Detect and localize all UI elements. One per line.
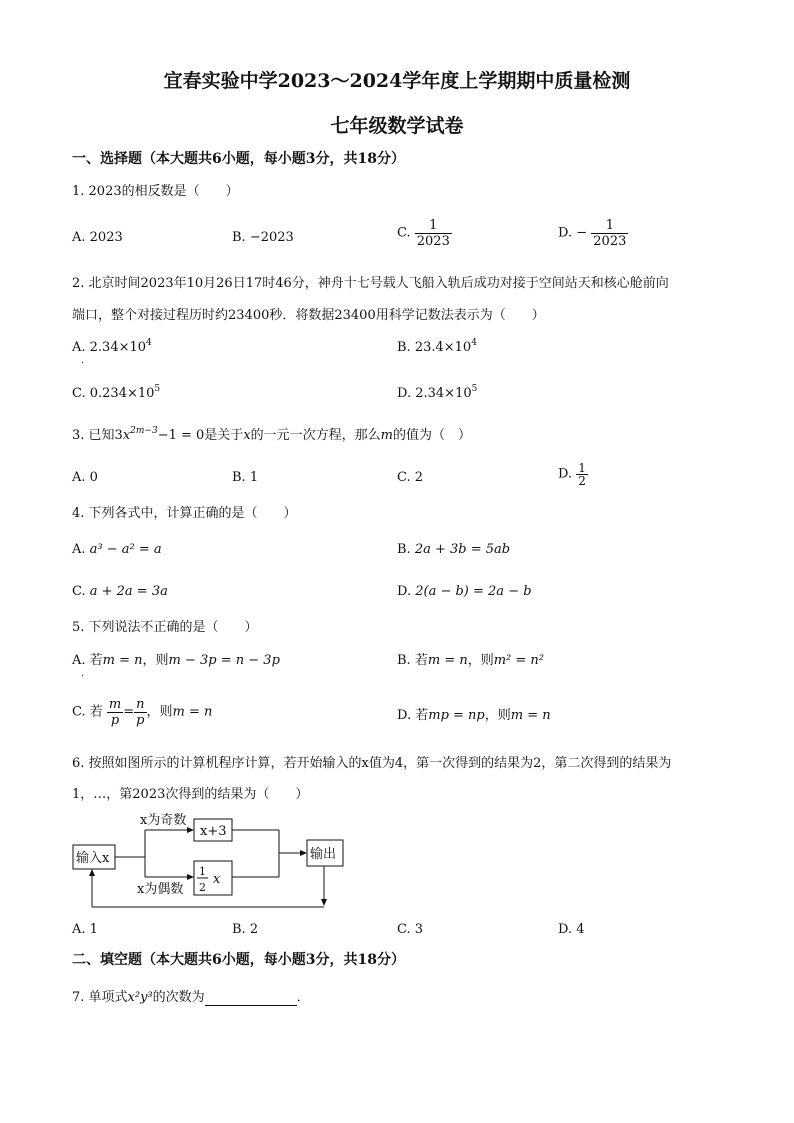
math-expr: mp = np (428, 708, 485, 723)
sci-base: 2.34×10 (89, 340, 147, 355)
stem-text: 3. 已知 (72, 428, 115, 443)
question-6-stem-line1: 6. 按照如图所示的计算机程序计算，若开始输入的x值为4，第一次得到的结果为2，第二次得到的结果为 (72, 756, 672, 771)
arrowhead (300, 850, 307, 856)
q6-option-b: B. 2 (232, 922, 259, 937)
option-value: −2023 (249, 230, 294, 245)
math-eq: = (123, 704, 135, 720)
q3-option-c: C. 2 (397, 470, 424, 485)
sci-exponent: 4 (471, 337, 477, 348)
flow-half-num: 1 (199, 865, 206, 878)
arrowhead (187, 827, 194, 833)
math-eq: −1 = 0 (157, 428, 205, 443)
sci-exponent: 4 (146, 337, 152, 348)
math-expr: m − 3p = n − 3p (168, 653, 280, 668)
question-6-stem-line2: 1，…，第2023次得到的结果为（ ） (72, 787, 309, 802)
flow-half-den: 2 (199, 881, 206, 894)
q6-option-a: A. 1 (72, 922, 98, 937)
section-heading-fill: 二、填空题（本大题共6小题，每小题3分，共18分） (72, 952, 405, 968)
option-label: A. (72, 653, 90, 668)
option-label: A. (72, 230, 90, 245)
question-7-stem (72, 990, 310, 1006)
fraction-denominator: p (110, 713, 120, 728)
stem-text: 的一元一次方程，那么 (250, 428, 381, 443)
question-4-stem: 4. 下列各式中，计算正确的是（ ） (72, 506, 297, 521)
sci-base: 0.234×10 (89, 386, 155, 401)
fraction-numerator: 1 (415, 218, 452, 234)
question-5-stem: 5. 下列说法不正确的是（ ） (72, 620, 258, 635)
option-value: 2023 (89, 230, 123, 245)
section-heading-choice: 一、选择题（本大题共6小题，每小题3分，共18分） (72, 151, 405, 167)
minus-sign: − (576, 225, 588, 241)
option-dot-mark: . (81, 355, 85, 366)
math-expr: x²y³ (127, 990, 153, 1005)
question-2-stem-line2: 端口，整个对接过程历时约23400秒．将数据23400用科学记数法表示为（ ） (72, 308, 545, 323)
sci-exponent: 5 (471, 383, 478, 394)
math-expr: m = n (427, 653, 468, 668)
stem-text: 若 (415, 708, 429, 723)
stem-text: ，则 (142, 653, 169, 668)
sci-base: 23.4×10 (414, 340, 472, 355)
question-1-stem: 1. 2023的相反数是（ ） (72, 184, 239, 199)
math-var: m (380, 428, 393, 443)
arrowhead (89, 869, 95, 876)
option-label: C. (72, 704, 90, 720)
stem-text: 若 (89, 653, 103, 668)
math-var: x (122, 428, 131, 443)
math-expr: m = n (510, 708, 551, 723)
flow-odd-label: x为奇数 (140, 813, 187, 828)
stem-text: 是关于 (204, 428, 244, 443)
option-label: B. (397, 542, 415, 557)
option-label: B. (232, 230, 250, 245)
flow-plus3-label: x+3 (200, 824, 227, 839)
option-label: D. (558, 225, 577, 241)
math-coef: 3 (114, 428, 123, 443)
sci-exponent: 5 (154, 383, 161, 394)
q6-option-c: C. 3 (397, 922, 424, 937)
flow-input-label: 输入x (76, 851, 110, 866)
flow-even-label: x为偶数 (137, 882, 184, 897)
option-label: D. (397, 708, 416, 723)
answer-blank[interactable] (205, 992, 297, 1006)
exam-subtitle: 七年级数学试卷 (330, 115, 464, 137)
stem-text: ． (296, 990, 310, 1005)
flow-output-label: 输出 (310, 847, 337, 862)
fraction-denominator: 2023 (593, 234, 627, 249)
q6-option-d: D. 4 (558, 922, 585, 937)
option-label: A. (72, 340, 90, 355)
option-label: C. (72, 386, 90, 401)
option-label: D. (397, 386, 416, 401)
fraction-numerator: 1 (578, 461, 586, 475)
arrowhead (321, 899, 327, 906)
q3-option-a: A. 0 (72, 470, 98, 485)
fraction-denominator: 2023 (416, 234, 450, 249)
stem-text: 7. 单项式 (72, 990, 128, 1005)
fraction-numerator: 1 (591, 218, 628, 234)
option-label: C. (72, 584, 90, 599)
math-var: x (243, 428, 251, 443)
stem-text: 若 (89, 704, 103, 720)
sci-base: 2.34×10 (415, 386, 472, 401)
math-expr: m = n (172, 704, 213, 720)
stem-text: ，则 (484, 708, 511, 723)
question-2-stem-line1: 2. 北京时间2023年10月26日17时46分，神舟十七号载人飞船入轨后成功对接于空间站天和核心舱前向 (72, 276, 669, 291)
math-expr: 2a + 3b = 5ab (414, 542, 511, 557)
option-label: D. (558, 466, 577, 482)
math-expr: a³ − a² = a (89, 542, 162, 557)
option-label: B. (397, 653, 415, 668)
fraction-numerator: n (136, 697, 145, 712)
option-label: B. (397, 340, 415, 355)
stem-text: 若 (414, 653, 428, 668)
math-expr: m² = n² (493, 653, 544, 668)
stem-text: 的次数为 (152, 990, 205, 1005)
math-exponent: 2m−3 (130, 425, 158, 436)
exam-title: 宜春实验中学2023～2024学年度上学期期中质量检测 (163, 70, 631, 92)
q3-option-b: B. 1 (232, 470, 259, 485)
option-dot-mark: . (81, 668, 85, 679)
stem-text: ，则 (146, 704, 173, 720)
fraction-denominator: p (136, 713, 145, 728)
stem-text: ，则 (467, 653, 494, 668)
flow-half-var: x (213, 872, 221, 887)
fraction-denominator: 2 (578, 474, 586, 488)
math-expr: 2(a − b) = 2a − b (415, 584, 532, 599)
math-expr: a + 2a = 3a (89, 584, 168, 599)
option-label: D. (397, 584, 416, 599)
stem-text: 的值为（ ） (393, 428, 472, 443)
arrowhead (187, 874, 194, 880)
fraction-numerator: m (108, 697, 122, 712)
math-expr: m = n (102, 653, 143, 668)
option-label: C. (397, 225, 415, 241)
option-label: A. (72, 542, 90, 557)
